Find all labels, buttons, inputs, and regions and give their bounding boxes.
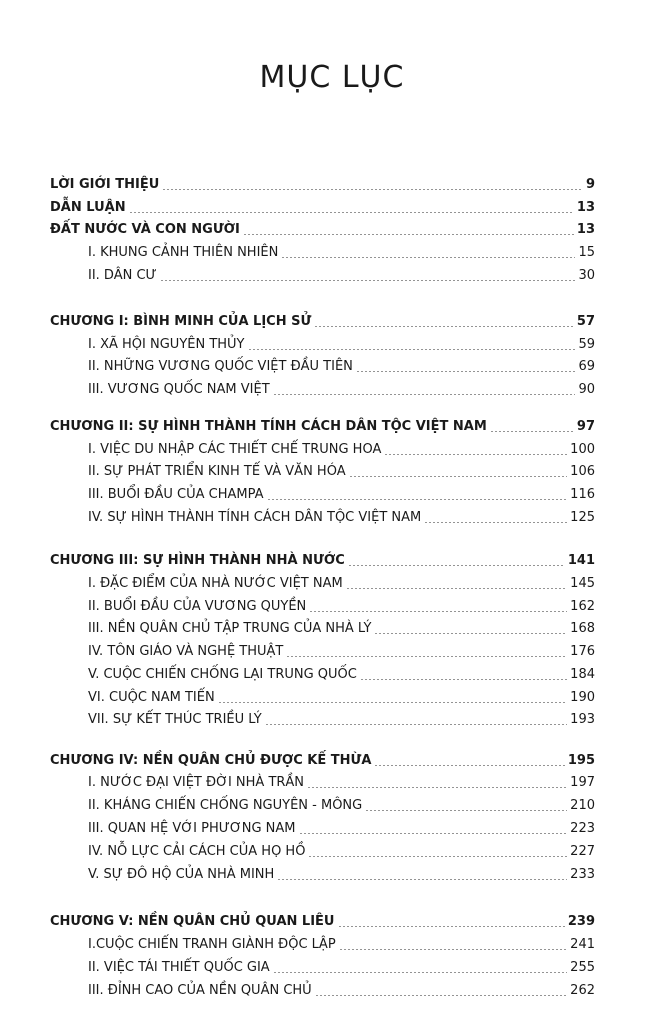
toc-section-entry [88, 866, 595, 884]
dot-leader [273, 394, 576, 395]
entry-page-number: 193 [570, 712, 595, 727]
dot-leader [160, 280, 576, 281]
dot-leader [307, 787, 567, 788]
toc-section-entry [88, 598, 595, 616]
entry-title: II. NHỮNG VƯƠNG QUỐC VIỆT ĐẦU TIÊN [88, 359, 353, 374]
dot-leader [360, 679, 567, 680]
dot-leader [248, 349, 576, 350]
dot-leader [243, 234, 574, 235]
entry-title: I. XÃ HỘI NGUYÊN THỦY [88, 337, 245, 352]
toc-section-entry [88, 959, 595, 977]
entry-title: V. SỰ ĐÔ HỘ CỦA NHÀ MINH [88, 867, 275, 882]
entry-title: CHƯƠNG I: BÌNH MINH CỦA LỊCH SỬ [50, 314, 312, 329]
entry-page-number: 197 [570, 775, 595, 790]
dot-leader [365, 810, 567, 811]
entry-page-number: 69 [578, 359, 595, 374]
entry-page-number: 255 [570, 960, 595, 975]
dot-leader [309, 611, 567, 612]
entry-page-number: 125 [570, 510, 595, 525]
toc-section-entry [88, 643, 595, 661]
toc-section-entry [88, 843, 595, 861]
entry-page-number: 57 [576, 314, 595, 329]
entry-title: ĐẤT NƯỚC VÀ CON NGƯỜI [50, 222, 240, 237]
entry-title: II. DÂN CƯ [88, 268, 157, 283]
entry-page-number: 106 [570, 464, 595, 479]
toc-section-entry [88, 267, 595, 285]
entry-title: V. CUỘC CHIẾN CHỐNG LẠI TRUNG QUỐC [88, 667, 357, 682]
entry-page-number: 262 [570, 983, 595, 998]
entry-title: II. KHÁNG CHIẾN CHỐNG NGUYÊN - MÔNG [88, 798, 363, 813]
toc-chapter-entry [50, 418, 595, 436]
entry-title: VII. SỰ KẾT THÚC TRIỀU LÝ [88, 712, 262, 727]
entry-page-number: 116 [570, 487, 595, 502]
entry-title: I. ĐẶC ĐIỂM CỦA NHÀ NƯỚC VIỆT NAM [88, 576, 343, 591]
page-title: MỤC LỤC [259, 60, 405, 96]
entry-title: II. BUỔI ĐẦU CỦA VƯƠNG QUYỀN [88, 599, 307, 614]
entry-page-number: 59 [578, 337, 595, 352]
entry-title: LỜI GIỚI THIỆU [50, 177, 160, 192]
toc-section-entry [88, 689, 595, 707]
entry-title: II. VIỆC TÁI THIẾT QUỐC GIA [88, 960, 270, 975]
entry-title: I. NƯỚC ĐẠI VIỆT ĐỜI NHÀ TRẦN [88, 775, 305, 790]
toc-section-entry [88, 982, 595, 1000]
entry-page-number: 184 [570, 667, 595, 682]
dot-leader [218, 702, 567, 703]
dot-leader [286, 656, 567, 657]
dot-leader [490, 431, 574, 432]
entry-page-number: 233 [570, 867, 595, 882]
toc-chapter-entry [50, 913, 595, 931]
toc-chapter-entry [50, 199, 595, 217]
dot-leader [267, 499, 568, 500]
entry-page-number: 241 [570, 937, 595, 952]
entry-title: IV. SỰ HÌNH THÀNH TÍNH CÁCH DÂN TỘC VIỆT NAM [88, 510, 422, 525]
dot-leader [308, 856, 567, 857]
dot-leader [348, 565, 565, 566]
dot-leader [374, 765, 564, 766]
dot-leader [265, 724, 567, 725]
toc-section-entry [88, 336, 595, 354]
toc-section-entry [88, 244, 595, 262]
entry-title: IV. NỖ LỰC CẢI CÁCH CỦA HỌ HỒ [88, 844, 306, 859]
toc-section-entry [88, 797, 595, 815]
entry-page-number: 13 [576, 222, 595, 237]
toc-section-entry [88, 381, 595, 399]
dot-leader [277, 879, 567, 880]
toc-section-entry [88, 711, 595, 729]
toc-section-entry [88, 486, 595, 504]
dot-leader [374, 633, 567, 634]
entry-page-number: 195 [567, 753, 595, 768]
entry-page-number: 145 [570, 576, 595, 591]
entry-page-number: 97 [576, 419, 595, 434]
entry-page-number: 210 [570, 798, 595, 813]
toc-section-entry [88, 463, 595, 481]
entry-page-number: 162 [570, 599, 595, 614]
dot-leader [315, 995, 567, 996]
entry-title: III. VƯƠNG QUỐC NAM VIỆT [88, 382, 270, 397]
entry-page-number: 239 [567, 914, 595, 929]
toc-section-entry [88, 774, 595, 792]
toc-section-entry [88, 820, 595, 838]
entry-title: II. SỰ PHÁT TRIỂN KINH TẾ VÀ VĂN HÓA [88, 464, 346, 479]
entry-title: VI. CUỘC NAM TIẾN [88, 690, 215, 705]
dot-leader [346, 588, 567, 589]
entry-page-number: 223 [570, 821, 595, 836]
entry-title: CHƯƠNG II: SỰ HÌNH THÀNH TÍNH CÁCH DÂN TỘC VIỆT NAM [50, 419, 487, 434]
dot-leader [162, 189, 583, 190]
entry-page-number: 168 [570, 621, 595, 636]
entry-page-number: 90 [578, 382, 595, 397]
entry-page-number: 13 [576, 200, 595, 215]
entry-page-number: 30 [578, 268, 595, 283]
toc-chapter-entry [50, 176, 595, 194]
toc-section-entry [88, 509, 595, 527]
entry-page-number: 227 [570, 844, 595, 859]
dot-leader [356, 371, 576, 372]
entry-page-number: 9 [585, 177, 595, 192]
toc-chapter-entry [50, 313, 595, 331]
toc-section-entry [88, 936, 595, 954]
entry-title: I. VIỆC DU NHẬP CÁC THIẾT CHẾ TRUNG HOA [88, 442, 382, 457]
dot-leader [349, 476, 568, 477]
entry-title: III. ĐỈNH CAO CỦA NỀN QUÂN CHỦ [88, 983, 312, 998]
entry-title: CHƯƠNG III: SỰ HÌNH THÀNH NHÀ NƯỚC [50, 553, 345, 568]
entry-page-number: 141 [567, 553, 595, 568]
toc-section-entry [88, 575, 595, 593]
dot-leader [273, 972, 567, 973]
dot-leader [384, 454, 567, 455]
entry-page-number: 100 [570, 442, 595, 457]
dot-leader [339, 949, 568, 950]
entry-page-number: 15 [578, 245, 595, 260]
entry-title: IV. TÔN GIÁO VÀ NGHỆ THUẬT [88, 644, 284, 659]
toc-section-entry [88, 441, 595, 459]
entry-title: III. BUỔI ĐẦU CỦA CHAMPA [88, 487, 264, 502]
entry-title: I. KHUNG CẢNH THIÊN NHIÊN [88, 245, 279, 260]
dot-leader [338, 926, 565, 927]
toc-chapter-entry [50, 752, 595, 770]
dot-leader [424, 522, 567, 523]
entry-title: CHƯƠNG V: NỀN QUÂN CHỦ QUAN LIÊU [50, 914, 335, 929]
entry-title: I.CUỘC CHIẾN TRANH GIÀNH ĐỘC LẬP [88, 937, 336, 952]
toc-section-entry [88, 620, 595, 638]
toc-chapter-entry [50, 221, 595, 239]
toc-section-entry [88, 358, 595, 376]
entry-title: III. QUAN HỆ VỚI PHƯƠNG NAM [88, 821, 296, 836]
toc-chapter-entry [50, 552, 595, 570]
toc-section-entry [88, 666, 595, 684]
dot-leader [314, 326, 574, 327]
entry-page-number: 176 [570, 644, 595, 659]
entry-page-number: 190 [570, 690, 595, 705]
dot-leader [281, 257, 575, 258]
dot-leader [129, 212, 574, 213]
dot-leader [299, 833, 568, 834]
entry-title: DẪN LUẬN [50, 200, 126, 215]
entry-title: III. NỀN QUÂN CHỦ TẬP TRUNG CỦA NHÀ LÝ [88, 621, 372, 636]
entry-title: CHƯƠNG IV: NỀN QUÂN CHỦ ĐƯỢC KẾ THỪA [50, 753, 372, 768]
